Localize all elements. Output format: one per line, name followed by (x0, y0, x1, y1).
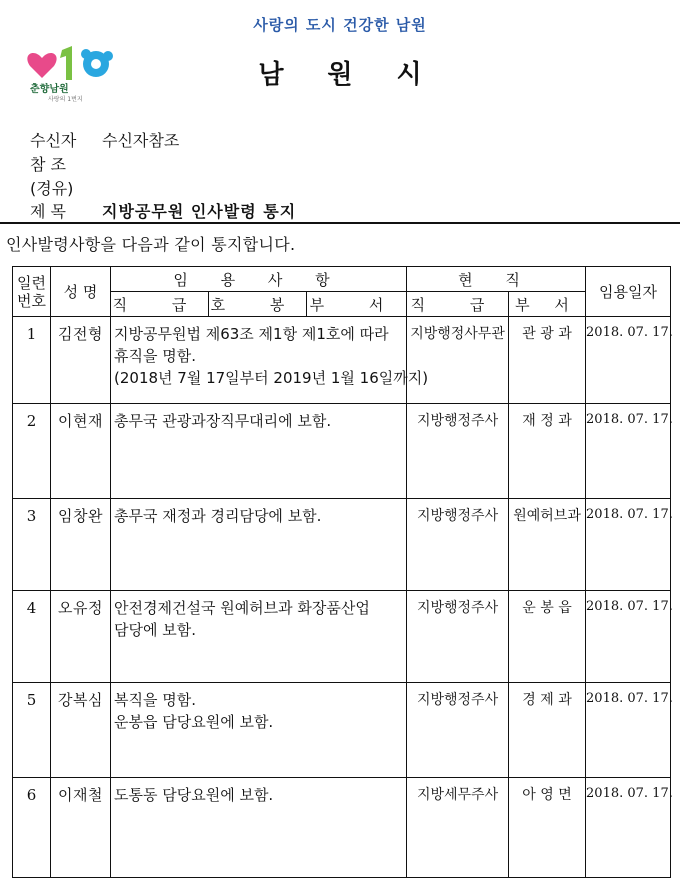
row-name: 이재철 (51, 778, 111, 878)
row-description (111, 499, 407, 591)
row-grade: 지방행정주사 (407, 499, 509, 591)
table-row (13, 317, 671, 404)
row-dept: 아 영 면 (509, 778, 586, 878)
row-no: 6 (13, 778, 51, 878)
desc-line: 휴직을 명함. (114, 347, 196, 365)
desc-line: 운봉읍 담당요원에 보함. (114, 713, 274, 731)
recipient-value: 수신자참조 (102, 131, 180, 150)
via-label: (경유) (30, 179, 74, 198)
row-description (111, 683, 407, 778)
row-grade: 지방세무주사 (407, 778, 509, 878)
logo-text: 춘향남원 (30, 84, 69, 95)
row-dept: 관 광 과 (509, 317, 586, 404)
header-no: 일련번호 (13, 267, 51, 317)
desc-line: (2018년 7월 17일부터 2019년 1월 16일까지) (114, 369, 429, 387)
table-row (13, 591, 671, 683)
row-no: 1 (13, 317, 51, 404)
desc-line: 담당에 보함. (114, 621, 196, 639)
row-date: 2018. 07. 17. (586, 683, 671, 778)
row-dept: 재 정 과 (509, 404, 586, 499)
reference-line (30, 152, 102, 175)
row-dept: 원예허브과 (509, 499, 586, 591)
header-current: 현 직 (407, 267, 586, 292)
org-name: 남원시 (258, 60, 466, 90)
header-appointment: 임 용 사 항 (111, 267, 407, 292)
intro-text: 인사발령사항을 다음과 같이 통지합니다. (6, 235, 296, 254)
row-no: 4 (13, 591, 51, 683)
subject-label: 제 목 (30, 202, 66, 221)
divider (0, 222, 680, 224)
subject-line (30, 199, 296, 222)
row-grade: 지방행정주사 (407, 404, 509, 499)
desc-line: 복직을 명함. (114, 691, 196, 709)
row-date: 2018. 07. 17. (586, 778, 671, 878)
table-row (13, 404, 671, 499)
row-no: 3 (13, 499, 51, 591)
row-grade: 지방행정사무관 (407, 317, 509, 404)
row-name: 이현재 (51, 404, 111, 499)
row-name: 김전형 (51, 317, 111, 404)
row-date: 2018. 07. 17. (586, 404, 671, 499)
desc-line: 총무국 관광과장직무대리에 보함. (114, 412, 332, 430)
header-dept: 부 서 (307, 292, 407, 317)
table-row (13, 778, 671, 878)
row-dept: 경 제 과 (509, 683, 586, 778)
row-description (111, 591, 407, 683)
recipient-line (30, 128, 179, 151)
table-row (13, 499, 671, 591)
subject-value: 지방공무원 인사발령 통지 (102, 202, 297, 221)
header-date: 임용일자 (586, 267, 671, 317)
row-name: 임창완 (51, 499, 111, 591)
slogan: 사랑의 도시 건강한 남원 (253, 16, 427, 34)
row-grade: 지방행정주사 (407, 591, 509, 683)
row-date: 2018. 07. 17. (586, 317, 671, 404)
header-name: 성 명 (51, 267, 111, 317)
desc-line: 지방공무원법 제63조 제1항 제1호에 따라 (114, 325, 389, 343)
appointment-table (12, 266, 671, 878)
header-cur-grade: 직 급 (407, 292, 509, 317)
header-step: 호 봉 (209, 292, 307, 317)
row-grade: 지방행정주사 (407, 683, 509, 778)
row-date: 2018. 07. 17. (586, 499, 671, 591)
row-description (111, 317, 429, 404)
row-description (111, 404, 407, 499)
row-no: 5 (13, 683, 51, 778)
via-line (30, 176, 102, 199)
row-name: 오유정 (51, 591, 111, 683)
row-description (111, 778, 407, 878)
header-grade: 직 급 (111, 292, 209, 317)
row-dept: 운 봉 읍 (509, 591, 586, 683)
row-name: 강복심 (51, 683, 111, 778)
table-row (13, 683, 671, 778)
row-no: 2 (13, 404, 51, 499)
row-date: 2018. 07. 17. (586, 591, 671, 683)
reference-label: 참 조 (30, 155, 66, 174)
desc-line: 총무국 재정과 경리담당에 보함. (114, 507, 322, 525)
header-cur-dept: 부 서 (509, 292, 586, 317)
desc-line: 도통동 담당요원에 보함. (114, 786, 274, 804)
desc-line: 안전경제건설국 원예허브과 화장품산업 (114, 599, 370, 617)
recipient-label: 수신자 (30, 131, 77, 150)
logo-subtext: 사랑의 1번지 (48, 96, 83, 103)
